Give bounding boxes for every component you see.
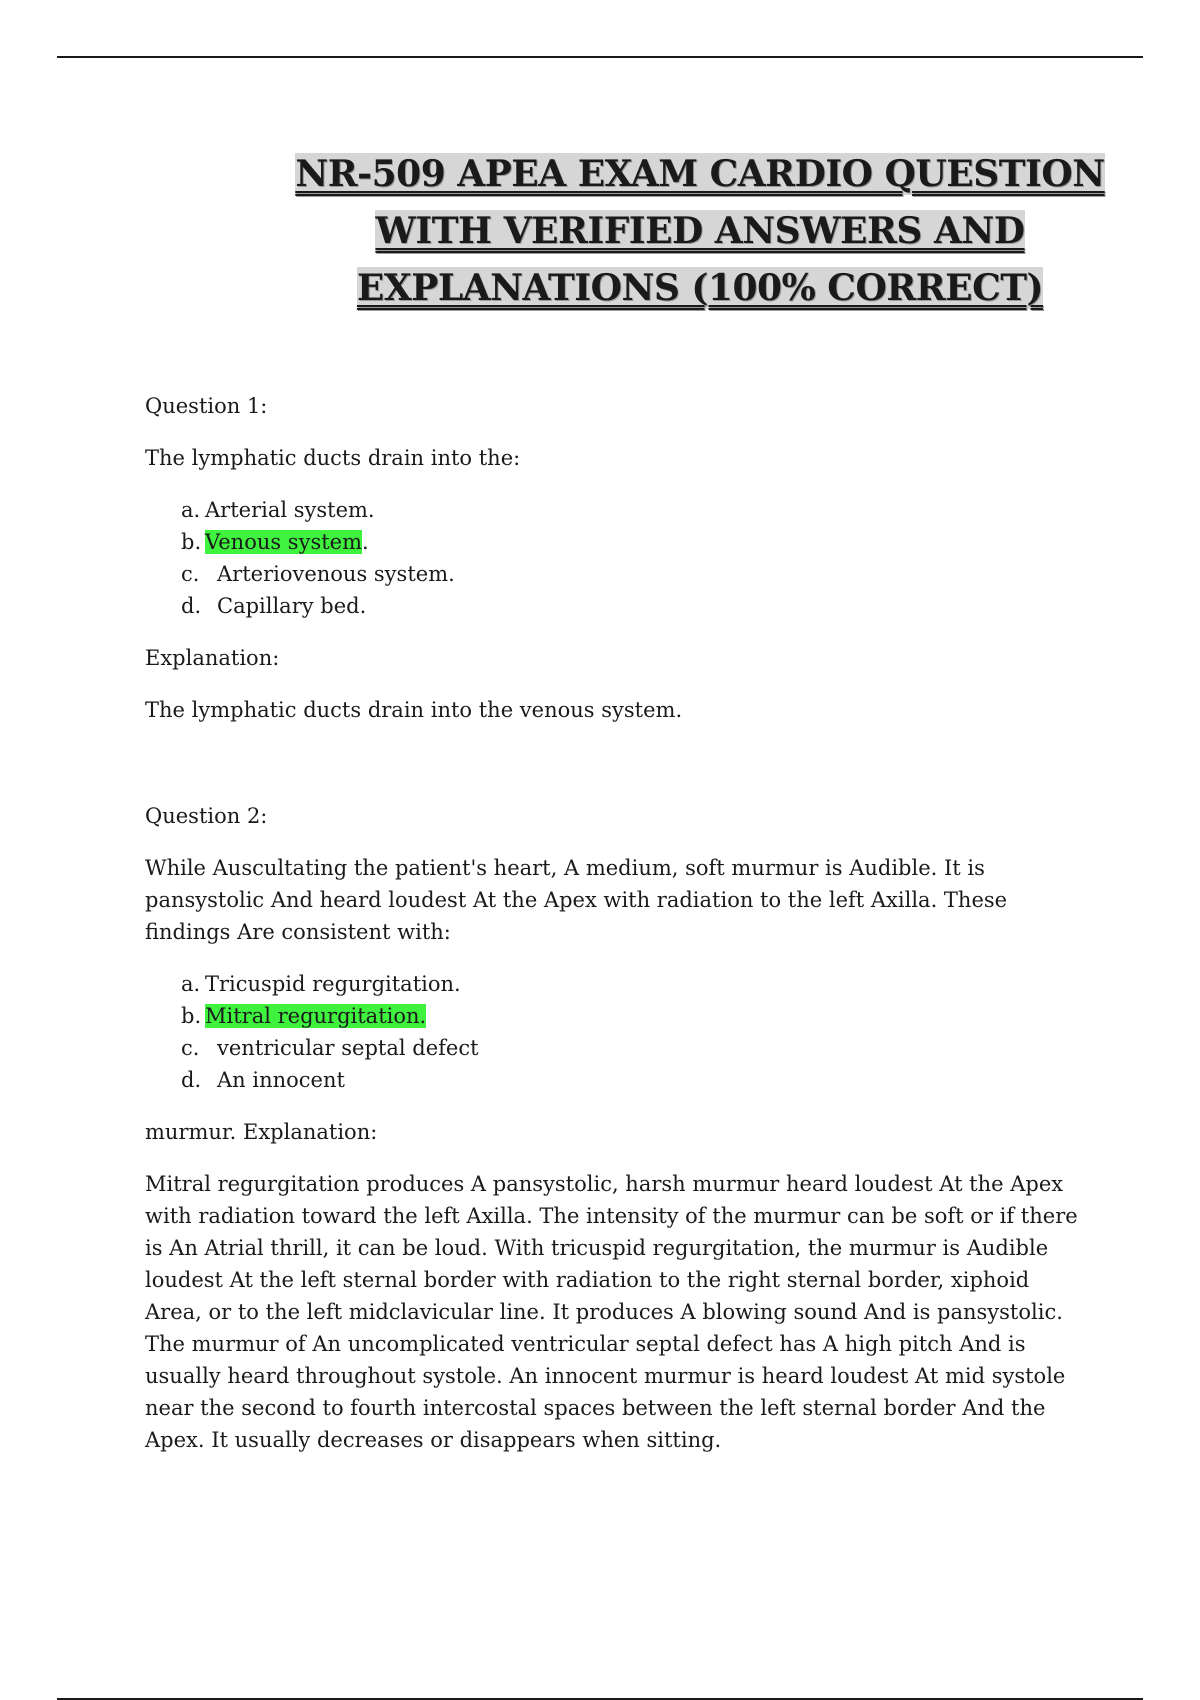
explanation-text: Mitral regurgitation produces A pansystolic, harsh murmur heard loudest At the Apex with radiation toward the left Axilla. The intensity of the murmur can be soft or if there is An Atrial thrill, it can be loud. With tricuspid regurgitation, the murmur is Audible loudest At the left sternal border with radiation to the right sternal border, xiphoid Area, or to the left midclavicular line. It produces A blowing sound And is pansystolic. The murmur of An uncomplicated ventricular septal defect has A high pitch And is usually heard throughout systole. An innocent murmur is heard loudest At mid systole near the second to fourth intercostal spaces between the left sternal border And the Apex. It usually decreases or disappears when sitting. [145,1172,1078,1452]
title-line-2: WITH VERIFIED ANSWERS AND [375,210,1025,252]
option-letter: a. [181,498,201,522]
option-c [181,1032,1085,1064]
explanation-label: murmur. Explanation: [145,1120,378,1144]
option-text: ventricular septal defect [217,1036,479,1060]
question-label: Question 2: [145,804,268,828]
title-line-1: NR-509 APEA EXAM CARDIO QUESTION [295,153,1105,195]
option-c [181,558,1085,590]
option-suffix: . [362,530,369,554]
question-2 [145,800,1085,1456]
option-a [181,494,1085,526]
explanation-text: The lymphatic ducts drain into the venous system. [145,698,683,722]
title-line-3: EXPLANATIONS (100% CORRECT) [356,267,1044,309]
option-letter: a. [181,972,201,996]
option-letter: b. [181,530,202,554]
option-b [181,526,1085,558]
correct-answer-highlight: Mitral regurgitation. [205,1004,427,1028]
option-letter: d. [181,1068,202,1092]
option-letter: c. [181,562,200,586]
question-text: While Auscultating the patient's heart, A medium, soft murmur is Audible. It is pansystolic And heard loudest At the Apex with radiation to the left Axilla. These findings Are consistent with: [145,856,1008,944]
option-letter: d. [181,594,202,618]
answer-options [145,494,1085,622]
question-label: Question 1: [145,394,268,418]
document-body [145,390,1085,1456]
option-letter: b. [181,1004,202,1028]
option-text: An innocent [217,1068,345,1092]
option-a [181,968,1085,1000]
document-title [250,146,1150,317]
explanation-label: Explanation: [145,646,280,670]
option-b [181,1000,1085,1032]
answer-options [145,968,1085,1096]
option-text: Arteriovenous system. [217,562,455,586]
header-rule [57,56,1143,58]
option-letter: c. [181,1036,200,1060]
option-d [181,590,1085,622]
option-text: Arterial system. [205,498,375,522]
question-1 [145,390,1085,726]
option-d [181,1064,1085,1096]
question-text: The lymphatic ducts drain into the: [145,446,521,470]
option-text: Tricuspid regurgitation. [205,972,461,996]
correct-answer-highlight: Venous system [205,530,363,554]
option-text: Capillary bed. [217,594,367,618]
